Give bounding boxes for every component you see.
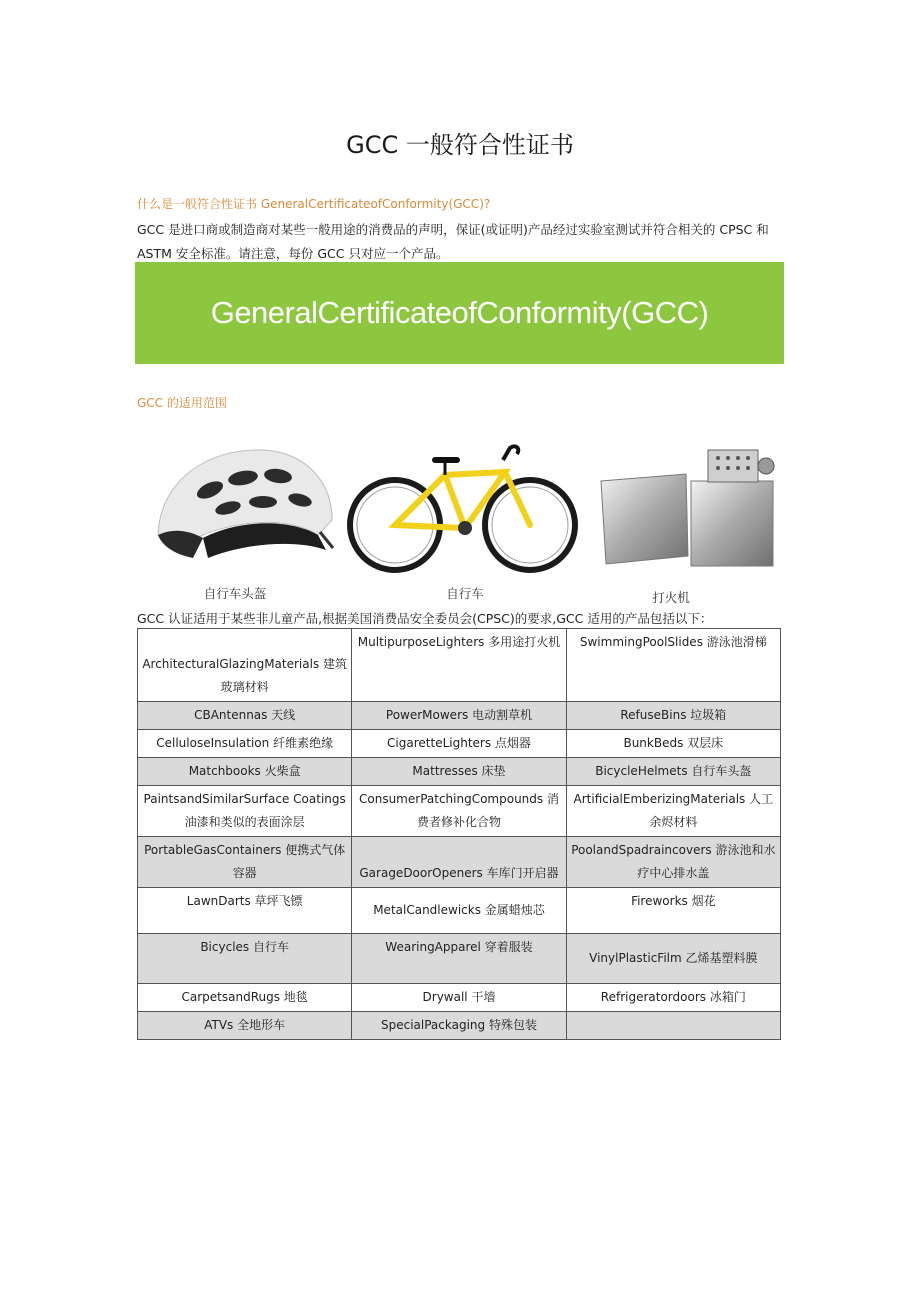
table-intro: GCC 认证适用于某些非儿童产品,根据美国消费品安全委员会(CPSC)的要求,GCC 适用的产品包括以下： xyxy=(137,611,713,626)
table-cell: BicycleHelmets 自行车头盔 xyxy=(566,758,780,786)
caption-lighter: 打火机 xyxy=(652,590,690,605)
caption-bicycle: 自行车 xyxy=(446,586,484,601)
table-cell: Fireworks 烟花 xyxy=(566,888,780,934)
table-cell: LawnDarts 草坪飞镖 xyxy=(138,888,352,934)
table-row xyxy=(138,629,781,702)
table-cell: Mattresses 床垫 xyxy=(352,758,566,786)
table-cell: PoolandSpadraincovers 游泳池和水疗中心排水盖 xyxy=(566,837,780,888)
intro-paragraph: GCC 是进口商或制造商对某些一般用途的消费品的声明，保证(或证明)产品经过实验室测试并符合相关的 CPSC 和 ASTM 安全标准。请注意，每份 GCC 只对应一个产品。 xyxy=(137,222,769,261)
table-cell: RefuseBins 垃圾箱 xyxy=(566,702,780,730)
table-cell: ConsumerPatchingCompounds 消费者修补化合物 xyxy=(352,786,566,837)
table-row xyxy=(138,758,781,786)
table-row xyxy=(138,984,781,1012)
table-cell: VinylPlasticFilm 乙烯基塑料膜 xyxy=(566,934,780,984)
table-cell: ArchitecturalGlazingMaterials 建筑玻璃材料 xyxy=(138,629,352,702)
banner-text: GeneralCertificateofConformity(GCC) xyxy=(210,295,709,330)
table-cell: CelluloseInsulation 纤维素绝缘 xyxy=(138,730,352,758)
table-cell: Bicycles 自行车 xyxy=(138,934,352,984)
table-row xyxy=(138,786,781,837)
table-cell: CarpetsandRugs 地毯 xyxy=(138,984,352,1012)
table-cell: SpecialPackaging 特殊包装 xyxy=(352,1012,566,1040)
table-cell: ArtificialEmberizingMaterials 人工余烬材料 xyxy=(566,786,780,837)
gcc-banner xyxy=(135,262,784,364)
table-cell: MultipurposeLighters 多用途打火机 xyxy=(352,629,566,702)
table-cell: BunkBeds 双层床 xyxy=(566,730,780,758)
table-cell xyxy=(566,1012,780,1040)
table-cell: ATVs 全地形车 xyxy=(138,1012,352,1040)
bicycle-image xyxy=(345,440,580,580)
bicycle-helmet-image xyxy=(148,440,338,570)
table-cell: PowerMowers 电动割草机 xyxy=(352,702,566,730)
products-table xyxy=(137,628,781,1040)
table-cell: Matchbooks 火柴盒 xyxy=(138,758,352,786)
table-cell: GarageDoorOpeners 车库门开启器 xyxy=(352,837,566,888)
table-row xyxy=(138,837,781,888)
lighter-image xyxy=(596,446,781,571)
table-cell: CBAntennas 天线 xyxy=(138,702,352,730)
caption-helmet: 自行车头盔 xyxy=(203,586,267,601)
table-row xyxy=(138,1012,781,1040)
table-cell: CigaretteLighters 点烟器 xyxy=(352,730,566,758)
table-cell: SwimmingPoolSlides 游泳池滑梯 xyxy=(566,629,780,702)
scope-heading: GCC 的适用范围 xyxy=(137,396,227,410)
table-cell: PaintsandSimilarSurface Coatings 油漆和类似的表面涂层 xyxy=(138,786,352,837)
table-row xyxy=(138,888,781,934)
table-cell: Refrigeratordoors 冰箱门 xyxy=(566,984,780,1012)
table-row xyxy=(138,934,781,984)
table-row xyxy=(138,730,781,758)
table-cell: Drywall 干墙 xyxy=(352,984,566,1012)
table-cell: WearingApparel 穿着服装 xyxy=(352,934,566,984)
question-heading: 什么是一般符合性证书 GeneralCertificateofConformity(GCC)? xyxy=(137,197,491,211)
table-cell: PortableGasContainers 便携式气体容器 xyxy=(138,837,352,888)
page-title: GCC 一般符合性证书 xyxy=(346,131,574,159)
table-row xyxy=(138,702,781,730)
table-cell: MetalCandlewicks 金属蜡烛芯 xyxy=(352,888,566,934)
